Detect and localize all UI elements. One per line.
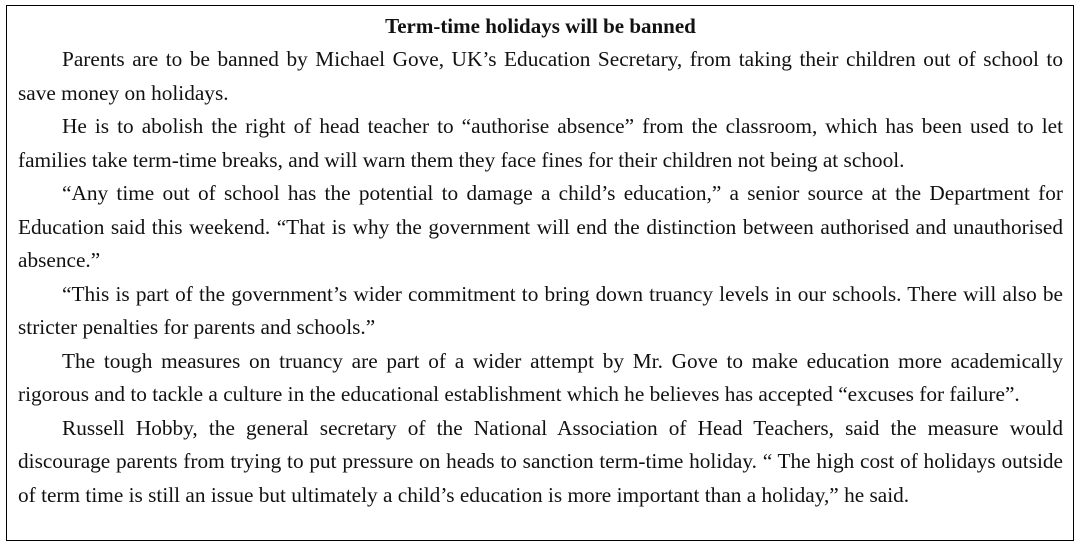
paragraph-4: “This is part of the government’s wider commitment to bring down truancy levels in our schools. There will also be stricter penalties for parents and schools.” xyxy=(18,281,1063,339)
paragraph-5: The tough measures on truancy are part of a wider attempt by Mr. Gove to make education more academically rigorous and to tackle a culture in the educational establishment which he believes has accepted “excuses for failure”. xyxy=(18,348,1063,406)
article-box xyxy=(6,5,1074,541)
paragraph-3: “Any time out of school has the potential to damage a child’s education,” a senior source at the Department for Education said this weekend. “That is why the government will end the distinction between authorised and unauthorised absence.” xyxy=(18,181,1063,272)
paragraph-1: Parents are to be banned by Michael Gove, UK’s Education Secretary, from taking their children out of school to save money on holidays. xyxy=(18,47,1063,105)
paragraph-6: Russell Hobby, the general secretary of the National Association of Head Teachers, said the measure would discourage parents from trying to put pressure on heads to sanction term-time holiday. “ The high cost of holidays outside of term time is still an issue but ultimately a child’s education is more important than a holiday,” he said. xyxy=(18,415,1063,507)
article-title: Term-time holidays will be banned xyxy=(385,14,696,38)
paragraph-2: He is to abolish the right of head teacher to “authorise absence” from the classroom, which has been used to let families take term-time breaks, and will warn them they face fines for their children not being at school. xyxy=(18,114,1063,172)
